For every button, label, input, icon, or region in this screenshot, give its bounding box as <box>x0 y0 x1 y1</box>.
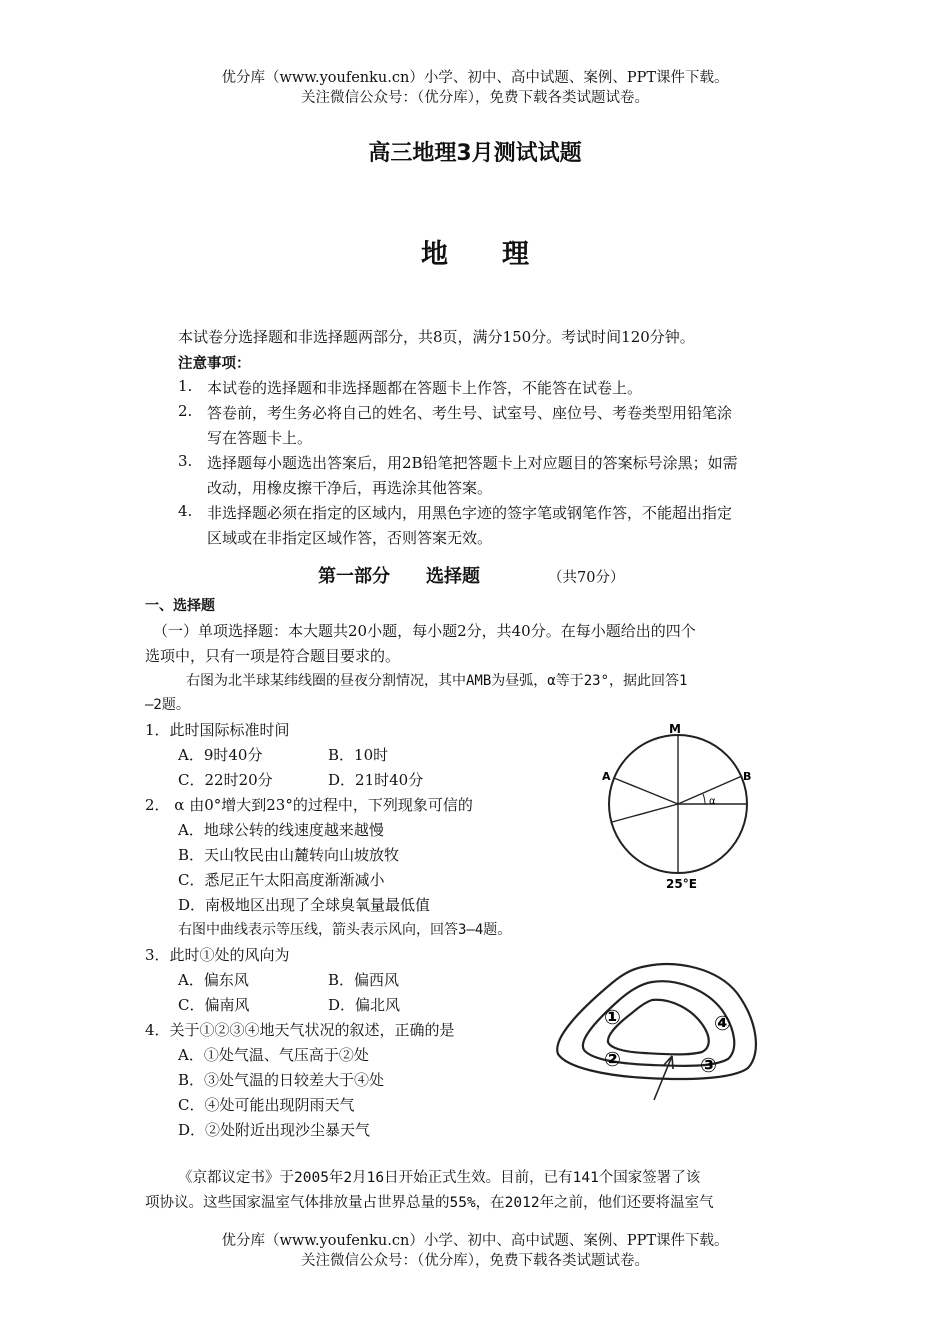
q3-option-b: B．偏西风 <box>328 971 400 989</box>
label-a: A <box>602 770 611 783</box>
passage-line-1: 《京都议定书》于2005年2月16日开始正式生效。目前，已有141个国家签署了该 <box>178 1170 701 1186</box>
q4-stem: 4．关于①②③④地天气状况的叙述，正确的是 <box>145 1021 455 1039</box>
q4-option-d: D．②处附近出现沙尘暴天气 <box>178 1121 371 1139</box>
notice-num-4: 4. <box>178 502 193 520</box>
part1-points: （共70分） <box>548 570 625 586</box>
alpha-arc <box>703 794 705 804</box>
notice-num-3: 3. <box>178 452 193 470</box>
q2-option-b: B．天山牧民由山麓转向山坡放牧 <box>178 846 400 864</box>
latitude-circle-figure <box>590 718 780 896</box>
label-point-4: ④ <box>714 1011 731 1035</box>
section-heading: 一、选择题 <box>145 598 215 614</box>
label-point-1: ① <box>604 1005 621 1029</box>
context1-line-2: —2题。 <box>145 697 190 713</box>
instruction-line-2: 选项中，只有一项是符合题目要求的。 <box>145 647 401 665</box>
header-line-1: 优分库（www.youfenku.cn）小学、初中、高中试题、案例、PPT课件下载。 <box>221 70 729 86</box>
radius-to-a <box>614 778 678 804</box>
context1-line-1: 右图为北半球某纬线圈的昼夜分割情况，其中AMB为昼弧，α等于23°，据此回答1 <box>186 673 688 689</box>
q2-option-c: C．悉尼正午太阳高度渐渐减小 <box>178 871 385 889</box>
notice-num-1: 1. <box>178 377 193 395</box>
q1-option-c: C．22时20分 <box>178 771 273 789</box>
notice-item-3: 选择题每小题选出答案后，用2B铅笔把答题卡上对应题目的答案标号涂黑；如需 <box>207 454 738 472</box>
context2-text: 右图中曲线表示等压线，箭头表示风向，回答3—4题。 <box>178 922 512 938</box>
q4-option-c: C．④处可能出现阴雨天气 <box>178 1096 355 1114</box>
notice-item-2-cont: 写在答题卡上。 <box>207 429 313 447</box>
q3-option-c: C．偏南风 <box>178 996 250 1014</box>
intro-text: 本试卷分选择题和非选择题两部分，共8页，满分150分。考试时间120分钟。 <box>178 328 695 346</box>
notice-heading: 注意事项： <box>178 356 251 372</box>
notice-item-2: 答卷前，考生务必将自己的姓名、考生号、试室号、座位号、考卷类型用铅笔涂 <box>207 404 733 422</box>
q2-option-d: D．南极地区出现了全球臭氧量最低值 <box>178 896 431 914</box>
radius-lower-left <box>612 804 678 822</box>
q3-option-a: A．偏东风 <box>178 971 249 989</box>
q2-option-a: A．地球公转的线速度越来越慢 <box>178 821 384 839</box>
label-alpha: α <box>709 796 716 807</box>
q1-stem: 1．此时国际标准时间 <box>145 721 290 739</box>
q3-option-d: D．偏北风 <box>328 996 401 1014</box>
q4-option-a: A．①处气温、气压高于②处 <box>178 1046 369 1064</box>
q1-option-d: D．21时40分 <box>328 771 424 789</box>
inner-isobar <box>608 1000 709 1055</box>
header-line-2: 关注微信公众号：（优分库），免费下载各类试题试卷。 <box>301 90 649 106</box>
notice-item-3-cont: 改动，用橡皮擦干净后，再选涂其他答案。 <box>207 479 493 497</box>
notice-item-1: 本试卷的选择题和非选择题都在答题卡上作答，不能答在试卷上。 <box>207 379 643 397</box>
page-title: 高三地理3月测试试题 <box>368 141 582 166</box>
passage-line-2: 项协议。这些国家温室气体排放量占世界总量的55%，在2012年之前，他们还要将温室气 <box>145 1195 714 1211</box>
subject-title: 地 理 <box>421 239 529 270</box>
q1-option-a: A．9时40分 <box>178 746 263 764</box>
q1-option-b: B．10时 <box>328 746 389 764</box>
instruction-line-1: （一）单项选择题：本大题共20小题，每小题2分，共40分。在每小题给出的四个 <box>153 622 696 640</box>
label-m: M <box>669 722 681 736</box>
notice-item-4-cont: 区域或在非指定区域作答，否则答案无效。 <box>207 529 493 547</box>
label-25e: 25°E <box>666 877 697 891</box>
label-point-2: ② <box>604 1047 621 1071</box>
q4-option-b: B．③处气温的日较差大于④处 <box>178 1071 385 1089</box>
q2-stem: 2． α 由0°增大到23°的过程中，下列现象可信的 <box>145 796 473 814</box>
label-point-3: ③ <box>700 1053 717 1077</box>
notice-num-2: 2. <box>178 402 193 420</box>
isobar-figure <box>552 958 772 1108</box>
q3-stem: 3．此时①处的风向为 <box>145 946 290 964</box>
part1-title: 第一部分 选择题 <box>318 566 480 587</box>
footer-line-2: 关注微信公众号：（优分库），免费下载各类试题试卷。 <box>301 1253 649 1269</box>
notice-item-4: 非选择题必须在指定的区域内，用黑色字迹的签字笔或钢笔作答，不能超出指定 <box>207 504 733 522</box>
label-b: B <box>743 770 752 783</box>
footer-line-1: 优分库（www.youfenku.cn）小学、初中、高中试题、案例、PPT课件下载。 <box>221 1233 729 1249</box>
